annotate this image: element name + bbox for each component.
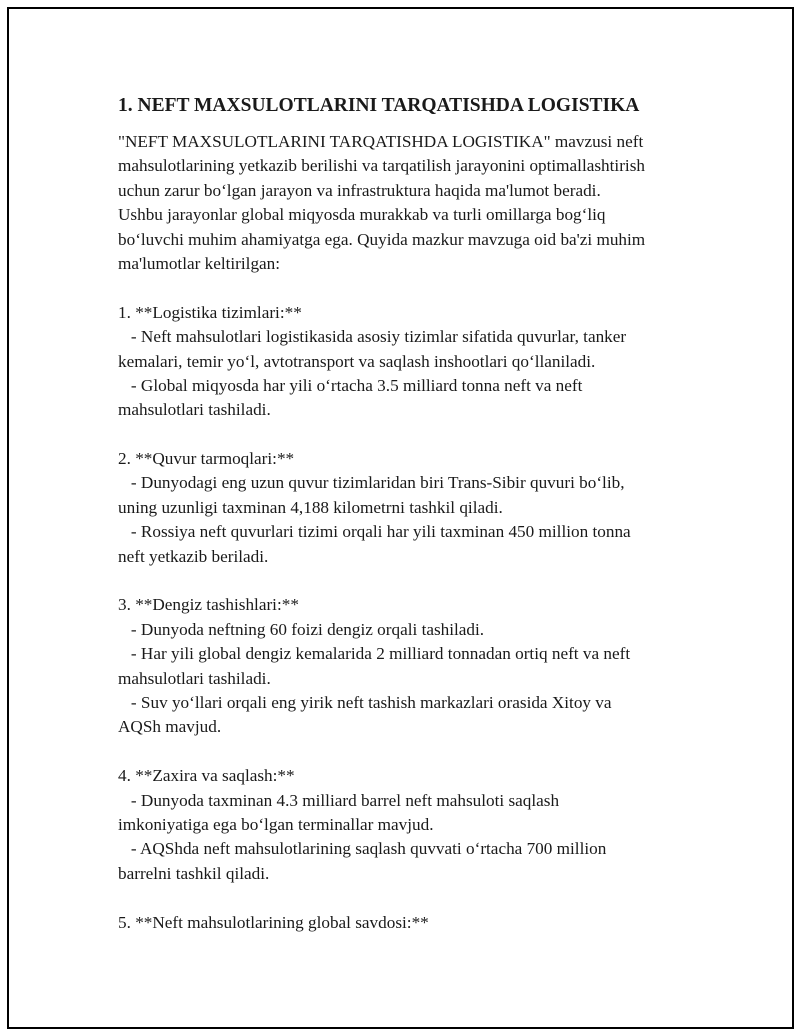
section-line: AQSh mavjud. xyxy=(118,717,222,737)
paragraph-gap xyxy=(118,423,698,447)
intro-line: Ushbu jarayonlar global miqyosda murakkab va turli omillarga bogʻliq xyxy=(118,205,606,225)
document-title: 1. NEFT MAXSULOTLARINI TARQATISHDA LOGISTIKA xyxy=(118,95,640,116)
section-pipeline-networks xyxy=(118,447,698,569)
section-line: - Har yili global dengiz kemalarida 2 milliard tonnadan ortiq neft va neft xyxy=(118,644,631,664)
intro-paragraph xyxy=(118,130,698,276)
intro-line: mahsulotlarining yetkazib berilishi va tarqatilish jarayonini optimallashtirish xyxy=(118,156,645,176)
section-heading: 3. **Dengiz tashishlari:** xyxy=(118,595,299,615)
section-sea-transport xyxy=(118,593,698,739)
section-line: mahsulotlari tashiladi. xyxy=(118,400,271,420)
section-line: - Suv yoʻllari orqali eng yirik neft tashish markazlari orasida Xitoy va xyxy=(118,692,612,712)
section-global-trade xyxy=(118,911,698,935)
intro-line: boʻluvchi muhim ahamiyatga ega. Quyida mazkur mavzuga oid ba'zi muhim xyxy=(118,229,646,249)
intro-line: "NEFT MAXSULOTLARINI TARQATISHDA LOGISTIKA" mavzusi neft xyxy=(118,132,644,151)
section-line: neft yetkazib beriladi. xyxy=(118,546,269,566)
section-line: - Dunyoda neftning 60 foizi dengiz orqali tashiladi. xyxy=(118,619,485,639)
section-line: - Dunyodagi eng uzun quvur tizimlaridan biri Trans-Sibir quvuri boʻlib, xyxy=(118,473,625,493)
document-body xyxy=(118,92,698,935)
paragraph-gap xyxy=(118,886,698,910)
intro-line: uchun zarur boʻlgan jarayon va infrastruktura haqida ma'lumot beradi. xyxy=(118,180,601,200)
section-heading: 2. **Quvur tarmoqlari:** xyxy=(118,449,295,469)
section-line: - Dunyoda taxminan 4.3 milliard barrel neft mahsuloti saqlash xyxy=(118,790,560,810)
section-reserves-storage xyxy=(118,764,698,886)
section-line: - Neft mahsulotlari logistikasida asosiy tizimlar sifatida quvurlar, tanker xyxy=(118,327,627,347)
section-line: - AQShda neft mahsulotlarining saqlash quvvati oʻrtacha 700 million xyxy=(118,839,607,859)
paragraph-gap xyxy=(118,740,698,764)
section-line: kemalari, temir yoʻl, avtotransport va saqlash inshootlari qoʻllaniladi. xyxy=(118,351,596,371)
paragraph-gap xyxy=(118,569,698,593)
section-line: uning uzunligi taxminan 4,188 kilometrni tashkil qiladi. xyxy=(118,497,503,517)
intro-line: ma'lumotlar keltirilgan: xyxy=(118,253,281,273)
section-heading: 4. **Zaxira va saqlash:** xyxy=(118,766,295,786)
section-line: - Rossiya neft quvurlari tizimi orqali har yili taxminan 450 million tonna xyxy=(118,522,631,542)
section-line: barrelni tashkil qiladi. xyxy=(118,863,270,883)
section-heading: 1. **Logistika tizimlari:** xyxy=(118,302,302,322)
section-line: - Global miqyosda har yili oʻrtacha 3.5 milliard tonna neft va neft xyxy=(118,375,583,395)
paragraph-gap xyxy=(118,276,698,300)
section-heading: 5. **Neft mahsulotlarining global savdosi:** xyxy=(118,912,429,932)
section-line: imkoniyatiga ega boʻlgan terminallar mavjud. xyxy=(118,814,434,834)
section-logistics-systems xyxy=(118,301,698,423)
section-line: mahsulotlari tashiladi. xyxy=(118,668,271,688)
